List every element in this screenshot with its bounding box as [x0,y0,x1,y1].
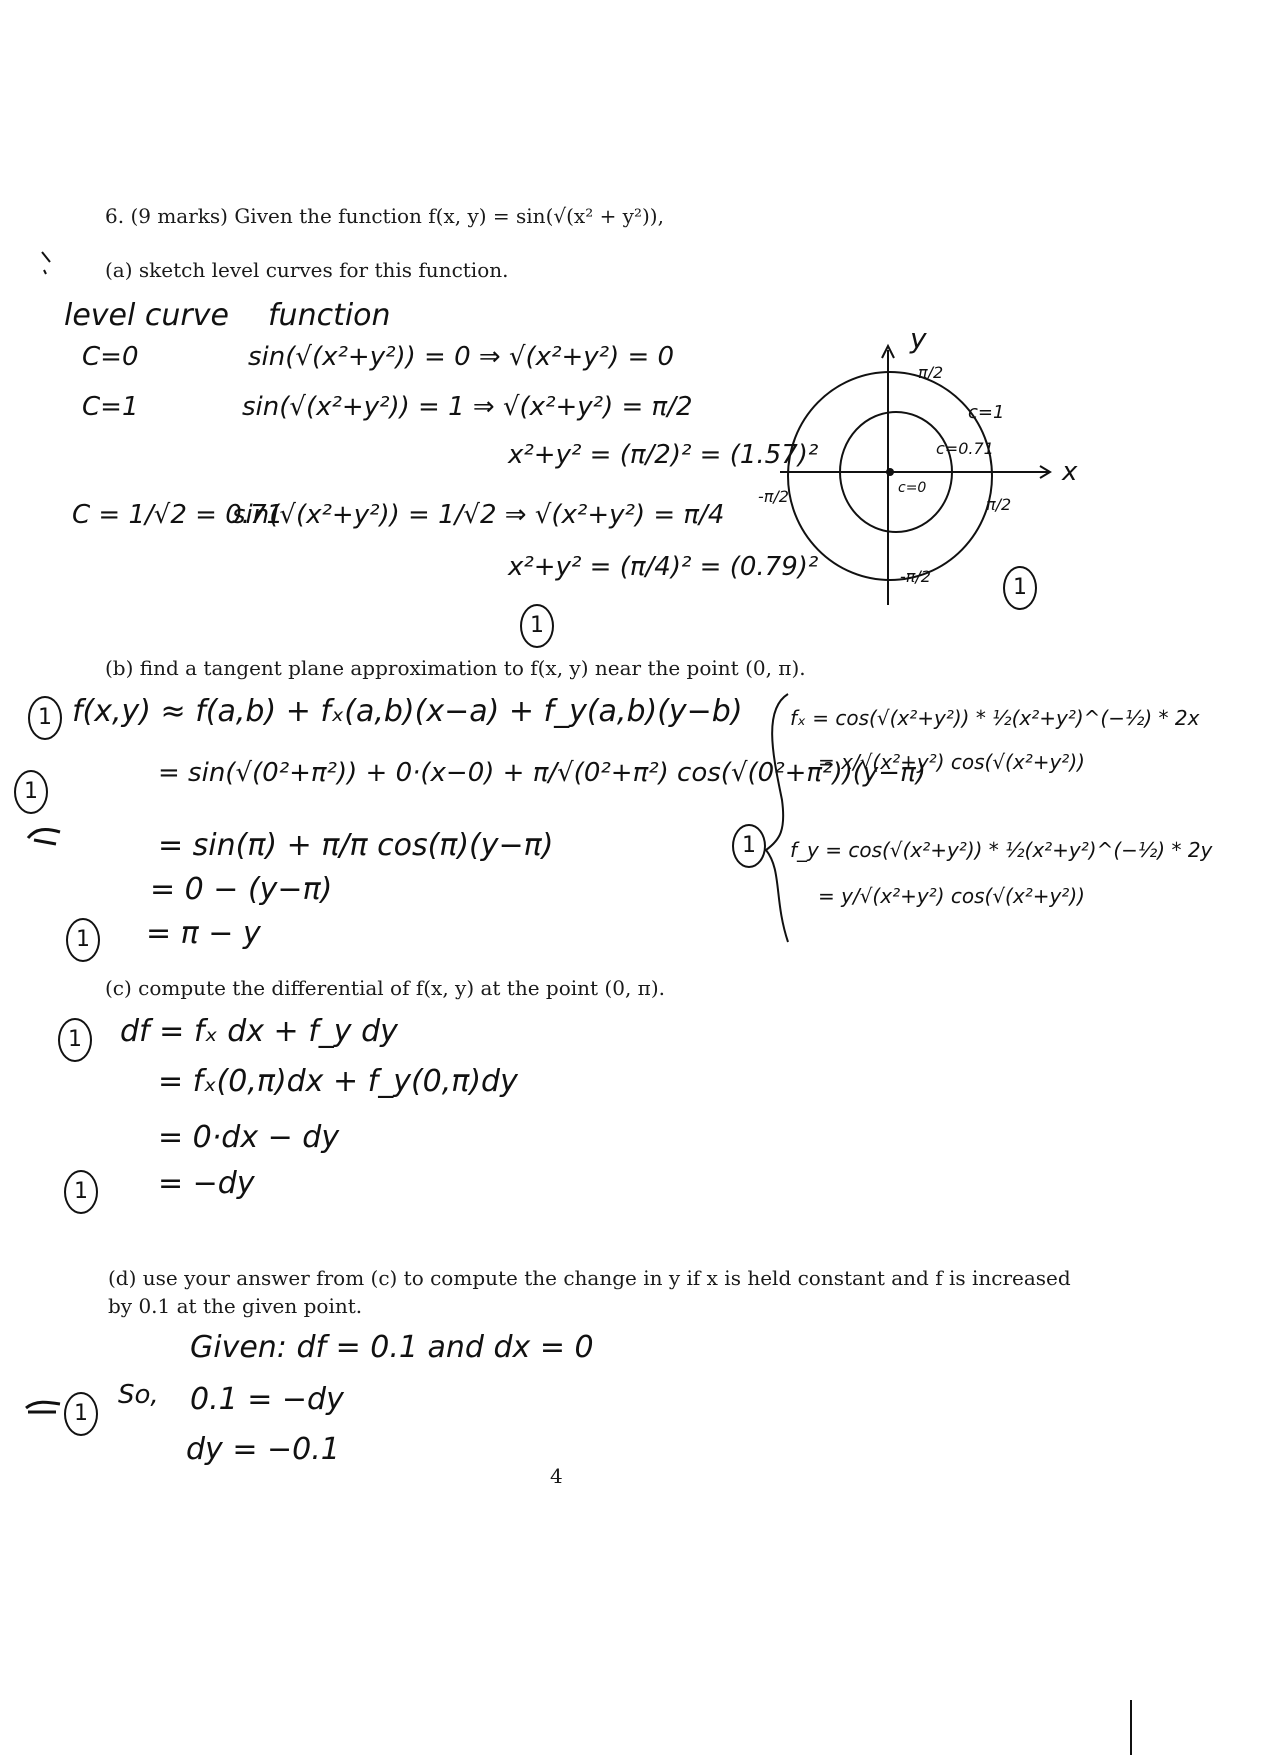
stray-mark [38,248,58,278]
mark-b3: 1 [66,918,100,962]
bottom-label: -π/2 [900,567,931,586]
part-b-prompt: (b) find a tangent plane approximation to f(x, y) near the point (0, π). [105,656,806,680]
question-header: 6. (9 marks) Given the function f(x, y) = sin(√(x² + y²)), [105,204,664,228]
right-label: π/2 [986,495,1012,514]
fy-line-2: = y/√(x²+y²) cos(√(x²+y²)) [818,884,1085,908]
fx-line-2: = x/√(x²+y²) cos(√(x²+y²)) [818,750,1085,774]
center-label: c=0 [898,480,927,496]
mark-a1: 1 [520,604,554,648]
differential-line-3: = 0·dx − dy [158,1120,340,1155]
mark-c2: 1 [64,1170,98,1214]
fx-line-1: fₓ = cos(√(x²+y²)) * ½(x²+y²)^(−½) * 2x [790,706,1200,730]
mark-a2: 1 [1003,566,1037,610]
part-a-prompt: (a) sketch level curves for this function. [105,258,509,282]
differential-line-4: = −dy [158,1166,255,1201]
side-bracket [752,690,792,950]
level-curve-sketch [750,320,1100,610]
mark-b1: 1 [28,696,62,740]
y-axis-label: y [910,322,927,355]
part-d-prompt-1: (d) use your answer from (c) to compute the change in y if x is held constant and f is increased [108,1266,1071,1290]
page-number: 4 [550,1464,563,1488]
c071-equation-2: x²+y² = (π/4)² = (0.79)² [508,552,819,582]
tangent-line-4: = 0 − (y−π) [150,872,333,907]
tangent-plane-formula: f(x,y) ≈ f(a,b) + fₓ(a,b)(x−a) + f_y(a,b)(y−b) [72,694,743,729]
mark-b2: 1 [14,770,48,814]
mark-d1: 1 [64,1392,98,1436]
differential-line-1: df = fₓ dx + f_y dy [120,1014,398,1049]
stray-mark-2 [26,824,66,848]
mark-b-side: 1 [732,824,766,868]
level-curve-heading: level curve [64,298,229,333]
fy-line-1: f_y = cos(√(x²+y²)) * ½(x²+y²)^(−½) * 2y [790,838,1213,862]
c0-equation: sin(√(x²+y²)) = 0 ⇒ √(x²+y²) = 0 [248,342,675,372]
c071-equation: sin(√(x²+y²)) = 1/√2 ⇒ √(x²+y²) = π/4 [232,500,725,530]
part-d-prompt-2: by 0.1 at the given point. [108,1294,363,1318]
stray-mark-3 [24,1398,64,1422]
top-label: π/2 [918,363,944,382]
left-label: -π/2 [758,487,789,506]
c1-label: C=1 [82,392,139,422]
tangent-line-2: = sin(√(0²+π²)) + 0·(x−0) + π/√(0²+π²) cos(√(0²+π²))(y−π) [158,758,926,788]
tangent-line-5: = π − y [146,916,261,951]
differential-line-2: = fₓ(0,π)dx + f_y(0,π)dy [158,1064,518,1099]
c1-equation-2: x²+y² = (π/2)² = (1.57)² [508,440,819,470]
outer-curve-label: c=1 [968,402,1005,423]
tangent-line-3: = sin(π) + π/π cos(π)(y−π) [158,828,554,863]
part-c-prompt: (c) compute the differential of f(x, y) at the point (0, π). [105,976,665,1000]
d-line-3: dy = −0.1 [186,1432,340,1467]
c1-equation: sin(√(x²+y²)) = 1 ⇒ √(x²+y²) = π/2 [242,392,693,422]
d-line-2: 0.1 = −dy [190,1382,344,1417]
c071-label: C = 1/√2 = 0.71 [72,500,284,530]
so-label: So, [118,1380,159,1410]
function-heading: function [268,298,391,333]
inner-curve-label: c=0.71 [936,439,994,458]
given-line: Given: df = 0.1 and dx = 0 [190,1330,594,1365]
scan-edge-line [1128,1700,1134,1755]
origin-dot [886,468,894,476]
mark-c1: 1 [58,1018,92,1062]
x-axis-label: x [1062,457,1078,487]
c0-label: C=0 [82,342,139,372]
